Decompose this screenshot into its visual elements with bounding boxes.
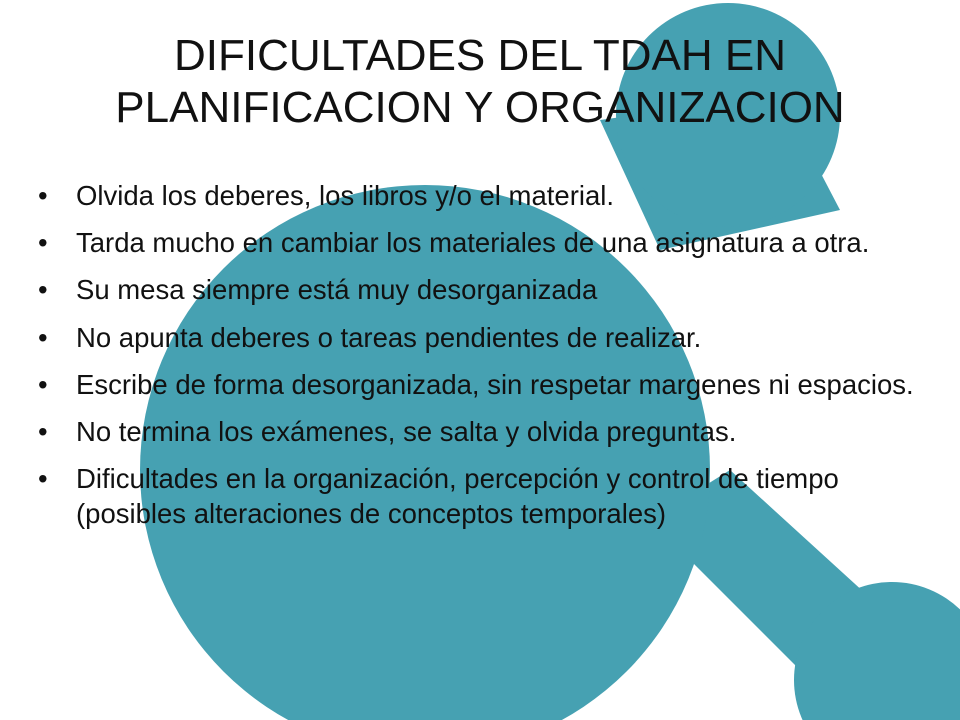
- bullet-list: [38, 178, 928, 544]
- bullet-text: No apunta deberes o tareas pendientes de realizar.: [76, 321, 702, 353]
- bullet-point-icon: •: [38, 274, 48, 306]
- bullet-point-icon: •: [38, 180, 48, 211]
- slide-title: [40, 30, 920, 134]
- bullet-text: Dificultades en la organización, percepción y control de tiempo (posibles alteraciones de conceptos temporales): [76, 463, 839, 530]
- bullet-point-icon: •: [38, 321, 48, 353]
- bullet-text: No termina los exámenes, se salta y olvida preguntas.: [76, 415, 737, 447]
- bullet-text: Tarda mucho en cambiar los materiales de una asignatura a otra.: [76, 227, 870, 259]
- bullet-text: Escribe de forma desorganizada, sin respetar margenes ni espacios.: [76, 368, 914, 400]
- bullet-item: [38, 178, 928, 213]
- bullet-item: [38, 320, 928, 355]
- slide-title-line-2: PLANIFICACION Y ORGANIZACION: [115, 82, 845, 132]
- slide-title-line-1: DIFICULTADES DEL TDAH EN: [173, 31, 787, 80]
- bullet-point-icon: •: [38, 415, 48, 447]
- bullet-item: [38, 225, 928, 260]
- bullet-text: Su mesa siempre está muy desorganizada: [76, 274, 598, 306]
- bullet-item: [38, 272, 928, 307]
- bullet-point-icon: •: [38, 368, 48, 400]
- bullet-item: [38, 414, 928, 449]
- bullet-point-icon: •: [38, 463, 48, 495]
- bullet-point-icon: •: [38, 227, 48, 259]
- bullet-item: [38, 461, 928, 531]
- bullet-item: [38, 367, 928, 402]
- bullet-text: Olvida los deberes, los libros y/o el material.: [76, 180, 615, 211]
